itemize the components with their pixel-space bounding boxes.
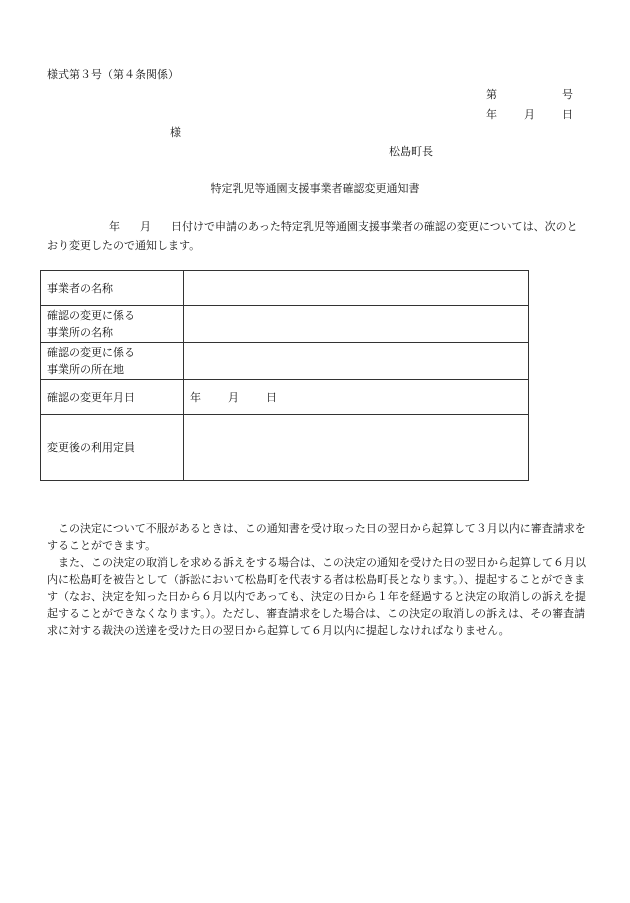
notice-paragraph-1: この決定について不服があるときは、この通知書を受け取った日の翌日から起算して３月以内に審査請求をすることができます。	[47, 522, 586, 552]
row-label: 確認の変更年月日	[41, 380, 184, 415]
table-row	[41, 415, 529, 481]
row-label: 確認の変更に係る 事業所の名称	[41, 306, 184, 343]
change-date-cell	[184, 380, 529, 415]
business-name-cell	[184, 271, 529, 306]
issue-date-day: 日	[562, 108, 573, 121]
change-date-year: 年	[190, 390, 201, 404]
row-label: 確認の変更に係る 事業所の所在地	[41, 343, 184, 380]
table-row	[41, 306, 529, 343]
notice-paragraph-2: また、この決定の取消しを求める訴えをする場合は、この決定の通知を受けた日の翌日から起算して６月以内に松島町を被告として（訴訟において松島町を代表する者は松島町長となります。）、提起することができます（なお、決定を知った日から６月以内であっても、決定の日から１年を経過すると決定の取消しの訴えを提起することができなくなります。）。ただし、審査請求をした場合は、この決定の取消しの訴えは、その審査請求に対する裁決の送達を受けた日の翌日から起算して６月以内に提起しなければなりません。	[47, 556, 586, 637]
intro-text: 日付けで申請のあった特定乳児等通園支援事業者の確認の変更については、次のとおり変更したので通知します。	[47, 220, 578, 252]
intro-year: 年	[109, 220, 120, 233]
row-label: 変更後の利用定員	[41, 415, 184, 481]
office-address-cell	[184, 343, 529, 380]
table-row	[41, 343, 529, 380]
row-label: 事業者の名称	[41, 271, 184, 306]
issuer-name: 松島町長	[389, 145, 433, 158]
document-number-prefix: 第	[486, 88, 497, 101]
capacity-cell	[184, 415, 529, 481]
addressee-honorific: 様	[170, 126, 181, 139]
change-date-day: 日	[266, 390, 277, 404]
form-number: 様式第３号（第４条関係）	[47, 68, 179, 81]
table-row	[41, 271, 529, 306]
issue-date-year: 年	[486, 108, 497, 121]
table-row	[41, 380, 529, 415]
change-details-table	[40, 270, 529, 481]
document-title: 特定乳児等通園支援事業者確認変更通知書	[210, 182, 420, 195]
intro-paragraph	[47, 217, 587, 255]
issue-date-month: 月	[524, 108, 535, 121]
change-date-month: 月	[228, 390, 239, 404]
document-number-suffix: 号	[562, 88, 573, 101]
intro-month: 月	[140, 220, 151, 233]
office-name-cell	[184, 306, 529, 343]
appeal-notice	[47, 520, 587, 639]
